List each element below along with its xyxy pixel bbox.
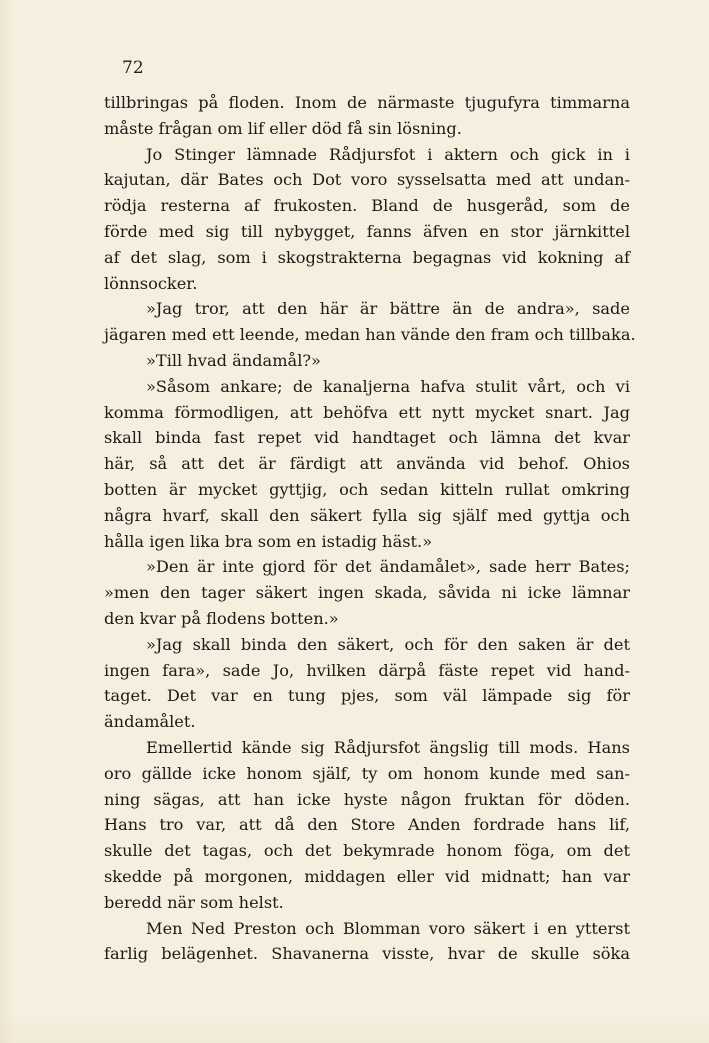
text-line: rödja resterna af frukosten. Bland de husgeråd, som de [104,196,630,216]
text-line: ning sägas, att han icke hyste någon fruktan för döden. [104,789,630,809]
text-line: Hans tro var, att då den Store Anden fordrade hans lif, [104,815,630,835]
text-line: Jo Stinger lämnade Rådjursfot i aktern och gick in i [146,144,630,164]
body-text [104,90,636,967]
text-line: farlig belägenhet. Shavanerna visste, hvar de skulle söka [104,944,630,964]
text-line: taget. Det var en tung pjes, som väl lämpade sig för [104,686,630,706]
text-line: ingen fara», sade Jo, hvilken därpå fäste repet vid hand- [104,660,630,680]
text-line: »Till hvad ändamål?» [146,350,321,370]
text-line: jägaren med ett leende, medan han vände den fram och tillbaka. [104,325,636,345]
text-line: oro gällde icke honom själf, ty om honom kunde med san- [104,763,630,783]
text-line: hålla igen lika bra som en istadig häst.» [104,531,433,551]
text-line: lönnsocker. [104,273,198,293]
text-line: beredd när som helst. [104,892,284,912]
page-number: 72 [122,58,144,78]
text-line: ändamålet. [104,712,196,732]
text-line: komma förmodligen, att behöfva ett nytt mycket snart. Jag [104,402,630,422]
text-line: »Jag tror, att den här är bättre än de andra», sade [146,299,630,319]
text-line: botten är mycket gyttjig, och sedan kitteln rullat omkring [104,479,630,499]
text-line: skall binda fast repet vid handtaget och lämna det kvar [104,428,630,448]
text-line: »Jag skall binda den säkert, och för den saken är det [146,634,630,654]
text-line: »Den är inte gjord för det ändamålet», sade herr Bates; [146,557,630,577]
text-line: förde med sig till nybygget, fanns äfven en stor järnkittel [104,221,630,241]
text-line: tillbringas på floden. Inom de närmaste tjugufyra timmarna [104,93,630,112]
text-line: måste frågan om lif eller död få sin lösning. [104,118,462,138]
text-line: skulle det tagas, och det bekymrade honom föga, om det [104,841,630,861]
text-line: »Såsom ankare; de kanaljerna hafva stulit vårt, och vi [146,376,630,396]
text-line: »men den tager säkert ingen skada, såvida ni icke lämnar [104,583,630,603]
text-line: Emellertid kände sig Rådjursfot ängslig till mods. Hans [146,737,630,757]
text-line: den kvar på flodens botten.» [104,608,339,628]
text-line: af det slag, som i skogstrakterna begagnas vid kokning af [104,247,630,267]
text-line: här, så att det är färdigt att använda vid behof. Ohios [104,454,630,474]
text-line: Men Ned Preston och Blomman voro säkert i en ytterst [146,918,630,938]
text-line: skedde på morgonen, middagen eller vid midnatt; han var [104,866,630,886]
text-line: några hvarf, skall den säkert fylla sig själf med gyttja och [104,505,630,525]
text-line: kajutan, där Bates och Dot voro sysselsatta med att undan- [104,170,630,190]
